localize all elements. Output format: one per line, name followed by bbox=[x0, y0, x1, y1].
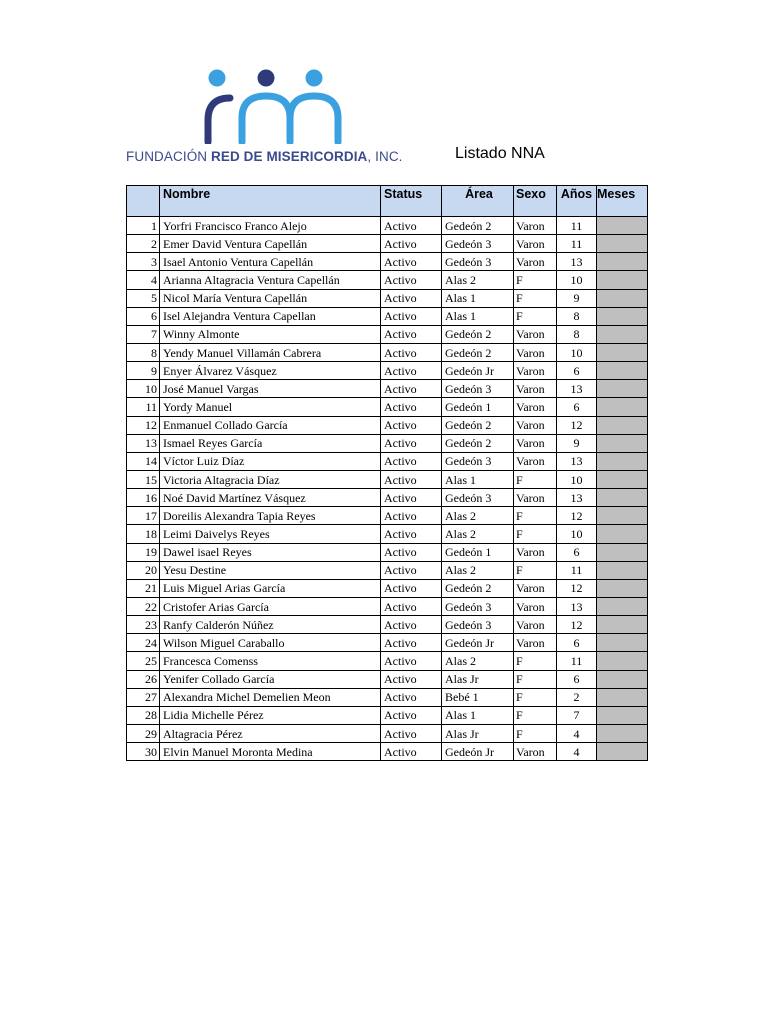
cell-status: Activo bbox=[381, 434, 442, 452]
cell-anos: 4 bbox=[557, 743, 597, 761]
cell-status: Activo bbox=[381, 325, 442, 343]
cell-sexo: F bbox=[514, 652, 557, 670]
cell-nombre: Yesu Destine bbox=[160, 561, 381, 579]
logo-text-fundacion: FUNDACIÓN bbox=[126, 149, 211, 164]
logo-head-left bbox=[209, 70, 226, 87]
cell-status: Activo bbox=[381, 343, 442, 361]
cell-status: Activo bbox=[381, 507, 442, 525]
cell-meses bbox=[597, 670, 648, 688]
cell-area: Gedeón 3 bbox=[442, 253, 514, 271]
cell-meses bbox=[597, 525, 648, 543]
cell-meses bbox=[597, 507, 648, 525]
cell-status: Activo bbox=[381, 561, 442, 579]
cell-meses bbox=[597, 724, 648, 742]
logo-head-right bbox=[306, 70, 323, 87]
cell-number: 10 bbox=[127, 380, 160, 398]
cell-number: 19 bbox=[127, 543, 160, 561]
cell-anos: 13 bbox=[557, 452, 597, 470]
cell-nombre: Víctor Luiz Díaz bbox=[160, 452, 381, 470]
cell-area: Gedeón 3 bbox=[442, 489, 514, 507]
cell-area: Alas 1 bbox=[442, 470, 514, 488]
cell-sexo: F bbox=[514, 289, 557, 307]
cell-status: Activo bbox=[381, 217, 442, 235]
cell-status: Activo bbox=[381, 235, 442, 253]
cell-area: Gedeón Jr bbox=[442, 634, 514, 652]
table-row bbox=[127, 670, 648, 688]
cell-anos: 8 bbox=[557, 307, 597, 325]
cell-meses bbox=[597, 416, 648, 434]
cell-number: 16 bbox=[127, 489, 160, 507]
cell-area: Gedeón Jr bbox=[442, 362, 514, 380]
cell-sexo: Varon bbox=[514, 253, 557, 271]
cell-meses bbox=[597, 561, 648, 579]
cell-sexo: Varon bbox=[514, 416, 557, 434]
cell-area: Gedeón 3 bbox=[442, 597, 514, 615]
cell-meses bbox=[597, 271, 648, 289]
cell-number: 22 bbox=[127, 597, 160, 615]
cell-anos: 10 bbox=[557, 525, 597, 543]
cell-area: Gedeón 2 bbox=[442, 579, 514, 597]
cell-meses bbox=[597, 543, 648, 561]
cell-nombre: Doreilis Alexandra Tapia Reyes bbox=[160, 507, 381, 525]
cell-area: Gedeón 1 bbox=[442, 398, 514, 416]
cell-number: 21 bbox=[127, 579, 160, 597]
cell-anos: 11 bbox=[557, 217, 597, 235]
cell-meses bbox=[597, 253, 648, 271]
cell-anos: 6 bbox=[557, 670, 597, 688]
cell-area: Alas 2 bbox=[442, 525, 514, 543]
cell-anos: 9 bbox=[557, 434, 597, 452]
table-row bbox=[127, 597, 648, 615]
cell-number: 13 bbox=[127, 434, 160, 452]
children-list-table bbox=[126, 185, 648, 761]
table-row bbox=[127, 724, 648, 742]
cell-area: Alas 1 bbox=[442, 289, 514, 307]
cell-nombre: Isel Alejandra Ventura Capellan bbox=[160, 307, 381, 325]
cell-number: 30 bbox=[127, 743, 160, 761]
cell-anos: 12 bbox=[557, 616, 597, 634]
cell-area: Gedeón 1 bbox=[442, 543, 514, 561]
logo-text-suffix: , INC. bbox=[367, 149, 403, 164]
cell-meses bbox=[597, 579, 648, 597]
cell-number: 27 bbox=[127, 688, 160, 706]
cell-area: Gedeón 3 bbox=[442, 616, 514, 634]
table-row bbox=[127, 579, 648, 597]
cell-meses bbox=[597, 706, 648, 724]
table-row bbox=[127, 325, 648, 343]
table-row bbox=[127, 525, 648, 543]
cell-anos: 10 bbox=[557, 470, 597, 488]
cell-anos: 6 bbox=[557, 362, 597, 380]
cell-number: 6 bbox=[127, 307, 160, 325]
cell-nombre: Francesca Comenss bbox=[160, 652, 381, 670]
cell-anos: 12 bbox=[557, 507, 597, 525]
cell-status: Activo bbox=[381, 688, 442, 706]
cell-anos: 13 bbox=[557, 597, 597, 615]
cell-area: Gedeón 2 bbox=[442, 343, 514, 361]
logo-head-middle bbox=[258, 70, 275, 87]
table-row bbox=[127, 616, 648, 634]
cell-nombre: Yenifer Collado García bbox=[160, 670, 381, 688]
header-meses: Meses bbox=[597, 186, 648, 217]
cell-number: 11 bbox=[127, 398, 160, 416]
table-row bbox=[127, 561, 648, 579]
header-sexo: Sexo bbox=[514, 186, 557, 217]
table-row bbox=[127, 543, 648, 561]
cell-sexo: Varon bbox=[514, 616, 557, 634]
cell-status: Activo bbox=[381, 579, 442, 597]
cell-nombre: Isael Antonio Ventura Capellán bbox=[160, 253, 381, 271]
table-row bbox=[127, 253, 648, 271]
table-row bbox=[127, 362, 648, 380]
cell-area: Alas Jr bbox=[442, 670, 514, 688]
cell-anos: 12 bbox=[557, 579, 597, 597]
cell-status: Activo bbox=[381, 543, 442, 561]
cell-number: 23 bbox=[127, 616, 160, 634]
cell-sexo: F bbox=[514, 470, 557, 488]
table-row bbox=[127, 434, 648, 452]
table-row bbox=[127, 271, 648, 289]
cell-anos: 13 bbox=[557, 489, 597, 507]
cell-number: 26 bbox=[127, 670, 160, 688]
cell-anos: 4 bbox=[557, 724, 597, 742]
cell-nombre: Lidia Michelle Pérez bbox=[160, 706, 381, 724]
header-status: Status bbox=[381, 186, 442, 217]
cell-number: 4 bbox=[127, 271, 160, 289]
cell-anos: 10 bbox=[557, 271, 597, 289]
header-area: Área bbox=[442, 186, 514, 217]
cell-area: Alas 1 bbox=[442, 706, 514, 724]
cell-status: Activo bbox=[381, 416, 442, 434]
table-row bbox=[127, 743, 648, 761]
cell-area: Alas 2 bbox=[442, 507, 514, 525]
table-row bbox=[127, 289, 648, 307]
table-row bbox=[127, 235, 648, 253]
cell-anos: 12 bbox=[557, 416, 597, 434]
page-title: Listado NNA bbox=[455, 145, 545, 162]
cell-meses bbox=[597, 434, 648, 452]
cell-meses bbox=[597, 652, 648, 670]
cell-area: Gedeón 3 bbox=[442, 452, 514, 470]
logo-arc-right bbox=[290, 96, 338, 142]
cell-sexo: Varon bbox=[514, 434, 557, 452]
cell-number: 1 bbox=[127, 217, 160, 235]
header-anos: Años bbox=[557, 186, 597, 217]
cell-status: Activo bbox=[381, 470, 442, 488]
cell-nombre: Emer David Ventura Capellán bbox=[160, 235, 381, 253]
cell-status: Activo bbox=[381, 452, 442, 470]
cell-sexo: F bbox=[514, 670, 557, 688]
cell-number: 25 bbox=[127, 652, 160, 670]
cell-sexo: Varon bbox=[514, 362, 557, 380]
cell-sexo: F bbox=[514, 706, 557, 724]
logo-arc-left bbox=[208, 98, 230, 142]
cell-number: 17 bbox=[127, 507, 160, 525]
cell-anos: 11 bbox=[557, 561, 597, 579]
table-row bbox=[127, 634, 648, 652]
cell-meses bbox=[597, 470, 648, 488]
cell-sexo: Varon bbox=[514, 452, 557, 470]
cell-nombre: Enyer Álvarez Vásquez bbox=[160, 362, 381, 380]
cell-number: 9 bbox=[127, 362, 160, 380]
logo-wordmark bbox=[126, 149, 403, 164]
cell-sexo: F bbox=[514, 307, 557, 325]
cell-number: 20 bbox=[127, 561, 160, 579]
table-row bbox=[127, 452, 648, 470]
cell-nombre: Nicol María Ventura Capellán bbox=[160, 289, 381, 307]
cell-number: 14 bbox=[127, 452, 160, 470]
cell-meses bbox=[597, 489, 648, 507]
cell-nombre: Dawel isael Reyes bbox=[160, 543, 381, 561]
cell-nombre: Yordy Manuel bbox=[160, 398, 381, 416]
cell-number: 12 bbox=[127, 416, 160, 434]
header-number bbox=[127, 186, 160, 217]
logo-text-name: RED DE MISERICORDIA bbox=[211, 149, 368, 164]
cell-nombre: Ismael Reyes García bbox=[160, 434, 381, 452]
cell-nombre: Yorfri Francisco Franco Alejo bbox=[160, 217, 381, 235]
cell-anos: 11 bbox=[557, 235, 597, 253]
table-row bbox=[127, 380, 648, 398]
cell-sexo: Varon bbox=[514, 579, 557, 597]
cell-number: 7 bbox=[127, 325, 160, 343]
logo-arc-middle bbox=[242, 96, 290, 142]
cell-meses bbox=[597, 235, 648, 253]
cell-status: Activo bbox=[381, 362, 442, 380]
cell-number: 3 bbox=[127, 253, 160, 271]
cell-number: 15 bbox=[127, 470, 160, 488]
cell-status: Activo bbox=[381, 634, 442, 652]
cell-anos: 2 bbox=[557, 688, 597, 706]
cell-anos: 6 bbox=[557, 543, 597, 561]
table-row bbox=[127, 470, 648, 488]
cell-sexo: Varon bbox=[514, 325, 557, 343]
cell-meses bbox=[597, 217, 648, 235]
cell-meses bbox=[597, 380, 648, 398]
cell-anos: 7 bbox=[557, 706, 597, 724]
cell-area: Gedeón 2 bbox=[442, 416, 514, 434]
cell-status: Activo bbox=[381, 253, 442, 271]
cell-sexo: F bbox=[514, 271, 557, 289]
cell-nombre: Elvin Manuel Moronta Medina bbox=[160, 743, 381, 761]
cell-area: Gedeón 2 bbox=[442, 325, 514, 343]
cell-sexo: Varon bbox=[514, 235, 557, 253]
cell-meses bbox=[597, 634, 648, 652]
cell-meses bbox=[597, 362, 648, 380]
cell-sexo: Varon bbox=[514, 543, 557, 561]
cell-status: Activo bbox=[381, 724, 442, 742]
cell-meses bbox=[597, 307, 648, 325]
cell-sexo: Varon bbox=[514, 489, 557, 507]
cell-number: 18 bbox=[127, 525, 160, 543]
table-row bbox=[127, 416, 648, 434]
cell-area: Gedeón Jr bbox=[442, 743, 514, 761]
cell-anos: 6 bbox=[557, 634, 597, 652]
cell-status: Activo bbox=[381, 597, 442, 615]
table-row bbox=[127, 489, 648, 507]
cell-area: Alas 1 bbox=[442, 307, 514, 325]
cell-area: Gedeón 3 bbox=[442, 380, 514, 398]
cell-status: Activo bbox=[381, 670, 442, 688]
cell-anos: 13 bbox=[557, 380, 597, 398]
table-row bbox=[127, 398, 648, 416]
cell-nombre: Enmanuel Collado García bbox=[160, 416, 381, 434]
table-row bbox=[127, 343, 648, 361]
cell-meses bbox=[597, 289, 648, 307]
cell-nombre: Altagracia Pérez bbox=[160, 724, 381, 742]
cell-nombre: Wilson Miguel Caraballo bbox=[160, 634, 381, 652]
cell-anos: 8 bbox=[557, 325, 597, 343]
cell-nombre: Winny Almonte bbox=[160, 325, 381, 343]
cell-sexo: F bbox=[514, 688, 557, 706]
cell-anos: 6 bbox=[557, 398, 597, 416]
cell-nombre: Luis Miguel Arias García bbox=[160, 579, 381, 597]
cell-meses bbox=[597, 597, 648, 615]
cell-status: Activo bbox=[381, 289, 442, 307]
cell-sexo: Varon bbox=[514, 398, 557, 416]
cell-nombre: Yendy Manuel Villamán Cabrera bbox=[160, 343, 381, 361]
cell-area: Gedeón 3 bbox=[442, 235, 514, 253]
cell-status: Activo bbox=[381, 271, 442, 289]
cell-number: 29 bbox=[127, 724, 160, 742]
cell-number: 28 bbox=[127, 706, 160, 724]
cell-status: Activo bbox=[381, 489, 442, 507]
header-nombre: Nombre bbox=[160, 186, 381, 217]
cell-anos: 11 bbox=[557, 652, 597, 670]
cell-sexo: Varon bbox=[514, 217, 557, 235]
cell-sexo: F bbox=[514, 507, 557, 525]
table-row bbox=[127, 217, 648, 235]
cell-nombre: Ranfy Calderón Núñez bbox=[160, 616, 381, 634]
cell-anos: 10 bbox=[557, 343, 597, 361]
cell-sexo: Varon bbox=[514, 380, 557, 398]
cell-area: Alas 2 bbox=[442, 271, 514, 289]
cell-anos: 9 bbox=[557, 289, 597, 307]
cell-status: Activo bbox=[381, 652, 442, 670]
table-row bbox=[127, 688, 648, 706]
organization-logo bbox=[126, 68, 403, 168]
cell-meses bbox=[597, 325, 648, 343]
cell-status: Activo bbox=[381, 706, 442, 724]
cell-sexo: Varon bbox=[514, 743, 557, 761]
cell-number: 5 bbox=[127, 289, 160, 307]
cell-sexo: F bbox=[514, 525, 557, 543]
cell-status: Activo bbox=[381, 398, 442, 416]
cell-meses bbox=[597, 452, 648, 470]
cell-area: Alas 2 bbox=[442, 652, 514, 670]
cell-area: Gedeón 2 bbox=[442, 434, 514, 452]
cell-meses bbox=[597, 688, 648, 706]
cell-nombre: José Manuel Vargas bbox=[160, 380, 381, 398]
cell-sexo: Varon bbox=[514, 634, 557, 652]
cell-number: 8 bbox=[127, 343, 160, 361]
cell-nombre: Noé David Martínez Vásquez bbox=[160, 489, 381, 507]
cell-nombre: Leimi Daivelys Reyes bbox=[160, 525, 381, 543]
cell-status: Activo bbox=[381, 525, 442, 543]
cell-anos: 13 bbox=[557, 253, 597, 271]
cell-meses bbox=[597, 616, 648, 634]
cell-meses bbox=[597, 398, 648, 416]
cell-meses bbox=[597, 343, 648, 361]
cell-status: Activo bbox=[381, 307, 442, 325]
table-row bbox=[127, 706, 648, 724]
cell-area: Alas 2 bbox=[442, 561, 514, 579]
cell-sexo: Varon bbox=[514, 343, 557, 361]
cell-number: 24 bbox=[127, 634, 160, 652]
table-body bbox=[127, 217, 648, 761]
table-row bbox=[127, 307, 648, 325]
cell-sexo: F bbox=[514, 561, 557, 579]
cell-nombre: Cristofer Arias García bbox=[160, 597, 381, 615]
table-row bbox=[127, 507, 648, 525]
cell-sexo: Varon bbox=[514, 597, 557, 615]
table-row bbox=[127, 652, 648, 670]
cell-status: Activo bbox=[381, 380, 442, 398]
table-header-row bbox=[127, 186, 648, 217]
cell-nombre: Victoria Altagracia Díaz bbox=[160, 470, 381, 488]
cell-area: Bebé 1 bbox=[442, 688, 514, 706]
cell-number: 2 bbox=[127, 235, 160, 253]
cell-sexo: F bbox=[514, 724, 557, 742]
logo-people-mark bbox=[202, 68, 342, 144]
cell-nombre: Arianna Altagracia Ventura Capellán bbox=[160, 271, 381, 289]
cell-area: Alas Jr bbox=[442, 724, 514, 742]
cell-nombre: Alexandra Michel Demelien Meon bbox=[160, 688, 381, 706]
cell-status: Activo bbox=[381, 743, 442, 761]
cell-status: Activo bbox=[381, 616, 442, 634]
cell-area: Gedeón 2 bbox=[442, 217, 514, 235]
cell-meses bbox=[597, 743, 648, 761]
